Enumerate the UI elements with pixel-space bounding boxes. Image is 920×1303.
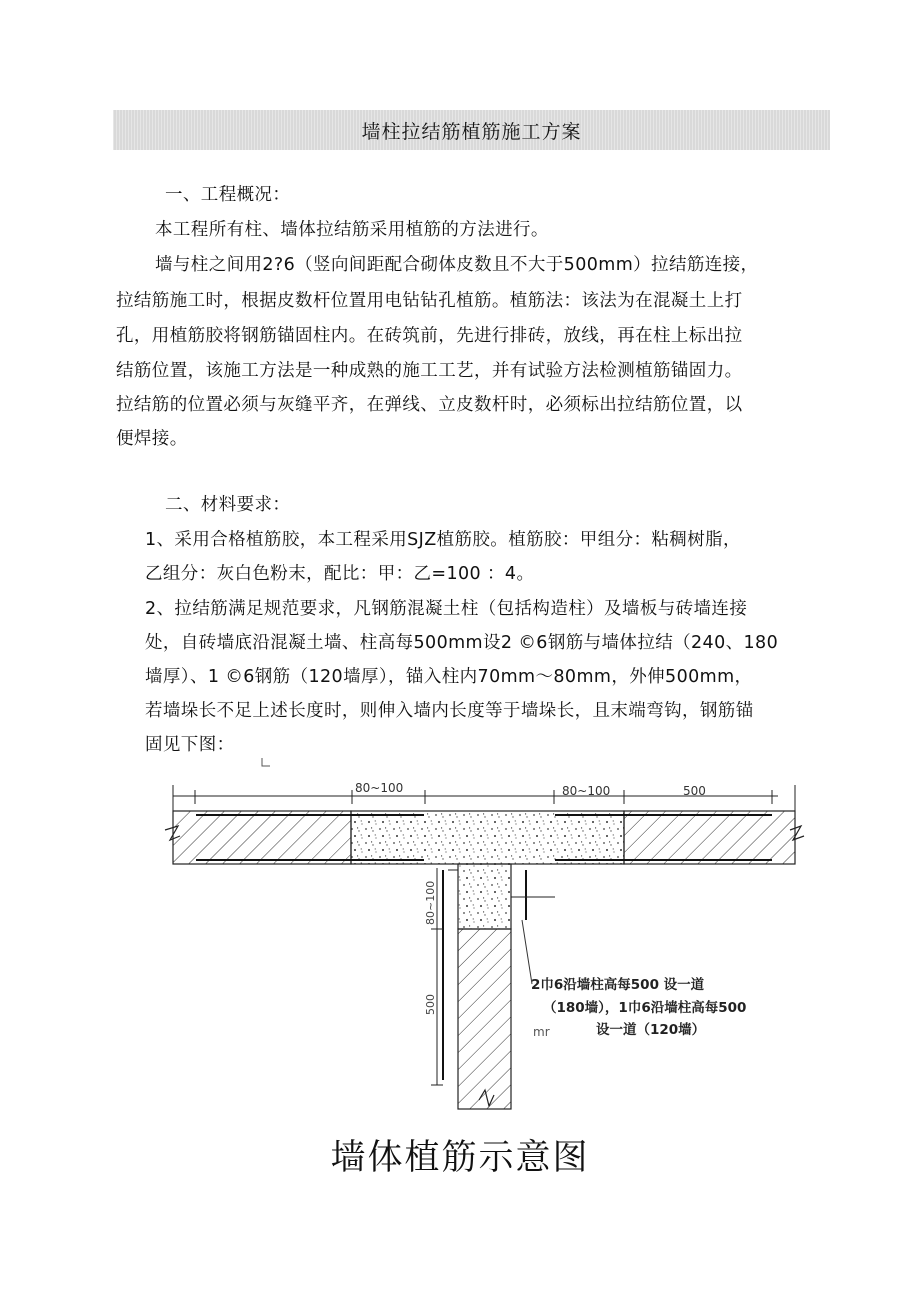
left-brick-wall xyxy=(173,811,351,864)
paragraph-line: 2、拉结筋满足规范要求，凡钢筋混凝土柱（包括构造柱）及墙板与砖墙连接 xyxy=(145,599,748,619)
paragraph-line: 拉结筋施工时，根据皮数杆位置用电钻钻孔植筋。植筋法：该法为在混凝土上打 xyxy=(116,291,743,311)
corner-mark xyxy=(262,758,270,766)
page-title: 墙柱拉结筋植筋施工方案 xyxy=(361,120,582,143)
diagram-caption: 墙体植筋示意图 xyxy=(330,1138,590,1178)
paragraph-line: 处，自砖墙底沿混凝土墙、柱高每500mm设2 ©6钢筋与墙体拉结（240、180 xyxy=(145,633,779,653)
note-line-2: （180墙），1巾6沿墙柱高每500 xyxy=(543,1000,747,1016)
section2-heading: 二、材料要求： xyxy=(165,495,291,515)
paragraph-line: 1、采用合格植筋胶，本工程采用SJZ植筋胶。植筋胶：甲组分：粘稠树脂， xyxy=(145,530,741,550)
dim-right-80-100: 80~100 xyxy=(562,784,611,798)
section1-heading: 一、工程概况： xyxy=(165,185,291,205)
lower-brick-wall xyxy=(458,929,511,1109)
note-line-3: 设一道（120墙） xyxy=(596,1022,706,1038)
paragraph-line: 固见下图： xyxy=(145,735,235,755)
paragraph-line: 拉结筋的位置必须与灰缝平齐，在弹线、立皮数杆时，必须标出拉结筋位置，以 xyxy=(116,395,743,415)
paragraph-line: 若墙垛长不足上述长度时，则伸入墙内长度等于墙垛长，且末端弯钩，钢筋锚 xyxy=(145,701,754,721)
paragraph-line: 本工程所有柱、墙体拉结筋采用植筋的方法进行。 xyxy=(155,220,549,240)
paragraph-line: 结筋位置，该施工方法是一种成熟的施工工艺，并有试验方法检测植筋锚固力。 xyxy=(116,361,743,381)
dim-left-80-100: 80~100 xyxy=(355,781,404,795)
dim-vert-500: 500 xyxy=(424,994,437,1015)
dim-right-500: 500 xyxy=(683,784,706,798)
note-leader xyxy=(522,920,532,984)
paragraph-line: 墙与柱之间用2?6（竖向间距配合砌体皮数且不大于500mm）拉结筋连接， xyxy=(155,255,759,275)
concrete-stem xyxy=(458,864,511,929)
note-line-1: 2巾6沿墙柱高每500 设一道 xyxy=(531,977,705,993)
dim-vert-80-100: 80~100 xyxy=(424,880,437,925)
paragraph-line: 墙厚）、1 ©6钢筋（120墙厚），锚入柱内70mm～80mm，外伸500mm， xyxy=(145,667,753,687)
stray-mark: mr xyxy=(533,1025,550,1039)
paragraph-line: 便焊接。 xyxy=(116,429,188,449)
concrete-column xyxy=(351,811,624,864)
paragraph-line: 孔，用植筋胶将钢筋锚固柱内。在砖筑前，先进行排砖，放线，再在柱上标出拉 xyxy=(116,326,743,346)
paragraph-line: 乙组分：灰白色粉末，配比：甲：乙=100 ：4。 xyxy=(145,564,535,584)
right-brick-wall xyxy=(624,811,795,864)
